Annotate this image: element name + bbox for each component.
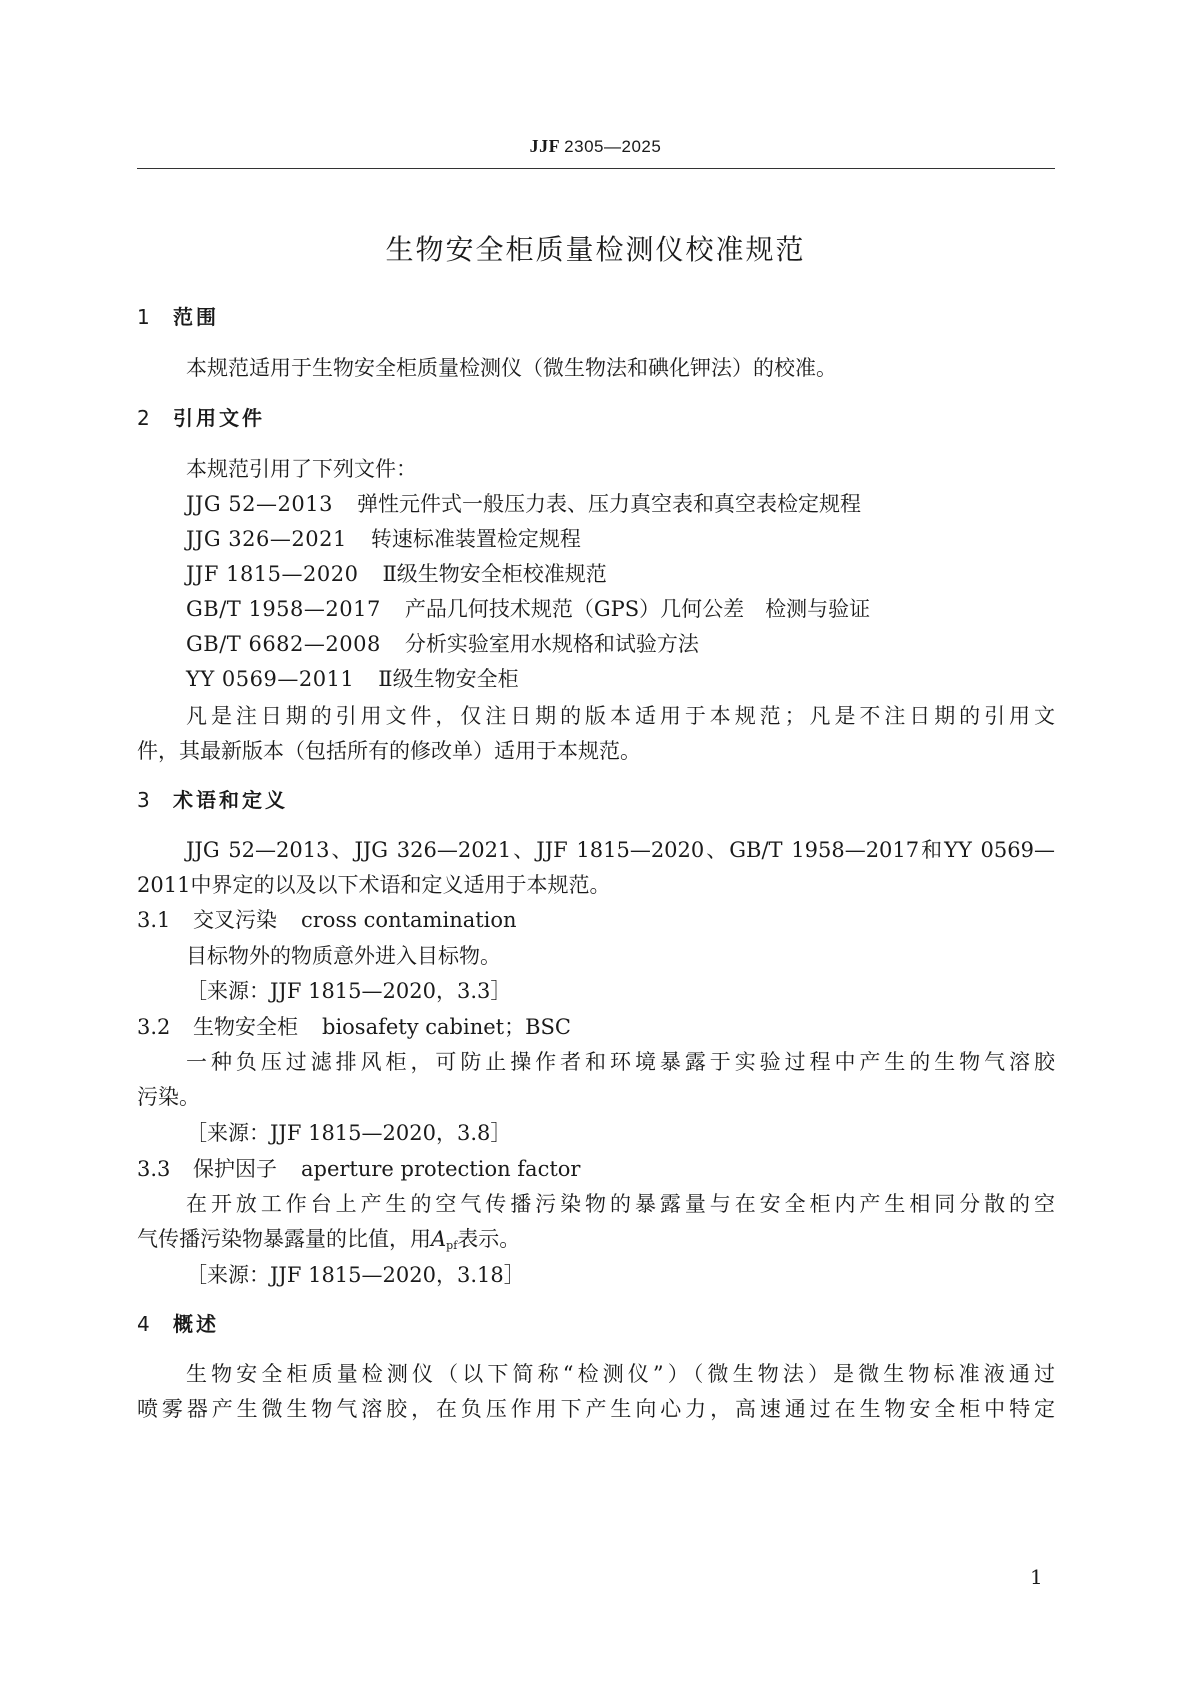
running-header bbox=[0, 136, 1191, 157]
term-source: ［来源：JJF 1815—2020，3.18］ bbox=[186, 1263, 525, 1287]
reference-item: JJF 1815—2020 Ⅱ级生物安全柜校准规范 bbox=[186, 562, 607, 586]
header-code-bold: JJF bbox=[529, 136, 561, 156]
overview-line-1: 生物安全柜质量检测仪（以下简称“检测仪”）（微生物法）是微生物标准液通过 bbox=[186, 1362, 1055, 1386]
term-definition: 目标物外的物质意外进入目标物。 bbox=[186, 944, 501, 968]
section-heading-4: 4 概述 bbox=[137, 1312, 219, 1336]
document-title: 生物安全柜质量检测仪校准规范 bbox=[385, 233, 806, 266]
reference-item: YY 0569—2011 Ⅱ级生物安全柜 bbox=[186, 667, 519, 691]
section-heading-2: 2 引用文件 bbox=[137, 406, 265, 430]
reference-item: JJG 52—2013 弹性元件式一般压力表、压力真空表和真空表检定规程 bbox=[186, 492, 861, 516]
section-heading-3: 3 术语和定义 bbox=[137, 788, 288, 812]
term-heading: 3.2 生物安全柜 biosafety cabinet；BSC bbox=[137, 1015, 571, 1039]
reference-item: GB/T 1958—2017 产品几何技术规范（GPS）几何公差 检测与验证 bbox=[186, 597, 871, 621]
term-heading: 3.3 保护因子 aperture protection factor bbox=[137, 1157, 581, 1181]
terms-intro-line-1: JJG 52—2013、JJG 326—2021、JJF 1815—2020、GB/T 1958—2017和YY 0569— bbox=[186, 838, 1055, 862]
scope-paragraph: 本规范适用于生物安全柜质量检测仪（微生物法和碘化钾法）的校准。 bbox=[186, 356, 837, 380]
term-definition: 一种负压过滤排风柜，可防止操作者和环境暴露于实验过程中产生的生物气溶胶 bbox=[186, 1050, 1055, 1074]
refs-note-line-1: 凡是注日期的引用文件，仅注日期的版本适用于本规范；凡是不注日期的引用文 bbox=[186, 704, 1055, 728]
term-source: ［来源：JJF 1815—2020，3.3］ bbox=[186, 979, 512, 1003]
symbol-subscript: pf bbox=[446, 1239, 458, 1252]
term-definition-continued: 气传播污染物暴露量的比值，用$A_{pf}$表示。 bbox=[137, 1227, 521, 1252]
reference-item: GB/T 6682—2008 分析实验室用水规格和试验方法 bbox=[186, 632, 699, 656]
reference-item: JJG 326—2021 转速标准装置检定规程 bbox=[186, 527, 581, 551]
term-definition: 在开放工作台上产生的空气传播污染物的暴露量与在安全柜内产生相同分散的空 bbox=[186, 1192, 1055, 1216]
terms-intro-line-2: 2011中界定的以及以下术语和定义适用于本规范。 bbox=[137, 873, 611, 897]
term-source: ［来源：JJF 1815—2020，3.8］ bbox=[186, 1121, 512, 1145]
header-code-number: 2305—2025 bbox=[564, 137, 662, 156]
header-rule bbox=[137, 168, 1055, 169]
section-heading-1: 1 范围 bbox=[137, 305, 219, 329]
term-heading: 3.1 交叉污染 cross contamination bbox=[137, 908, 517, 932]
refs-note-line-2: 件，其最新版本（包括所有的修改单）适用于本规范。 bbox=[137, 739, 641, 763]
page-number: 1 bbox=[1030, 1565, 1043, 1589]
overview-line-2: 喷雾器产生微生物气溶胶，在负压作用下产生向心力，高速通过在生物安全柜中特定 bbox=[137, 1397, 1055, 1421]
refs-intro: 本规范引用了下列文件： bbox=[186, 457, 417, 481]
term-definition-continued: 污染。 bbox=[137, 1085, 200, 1109]
symbol-a: A bbox=[431, 1227, 447, 1251]
